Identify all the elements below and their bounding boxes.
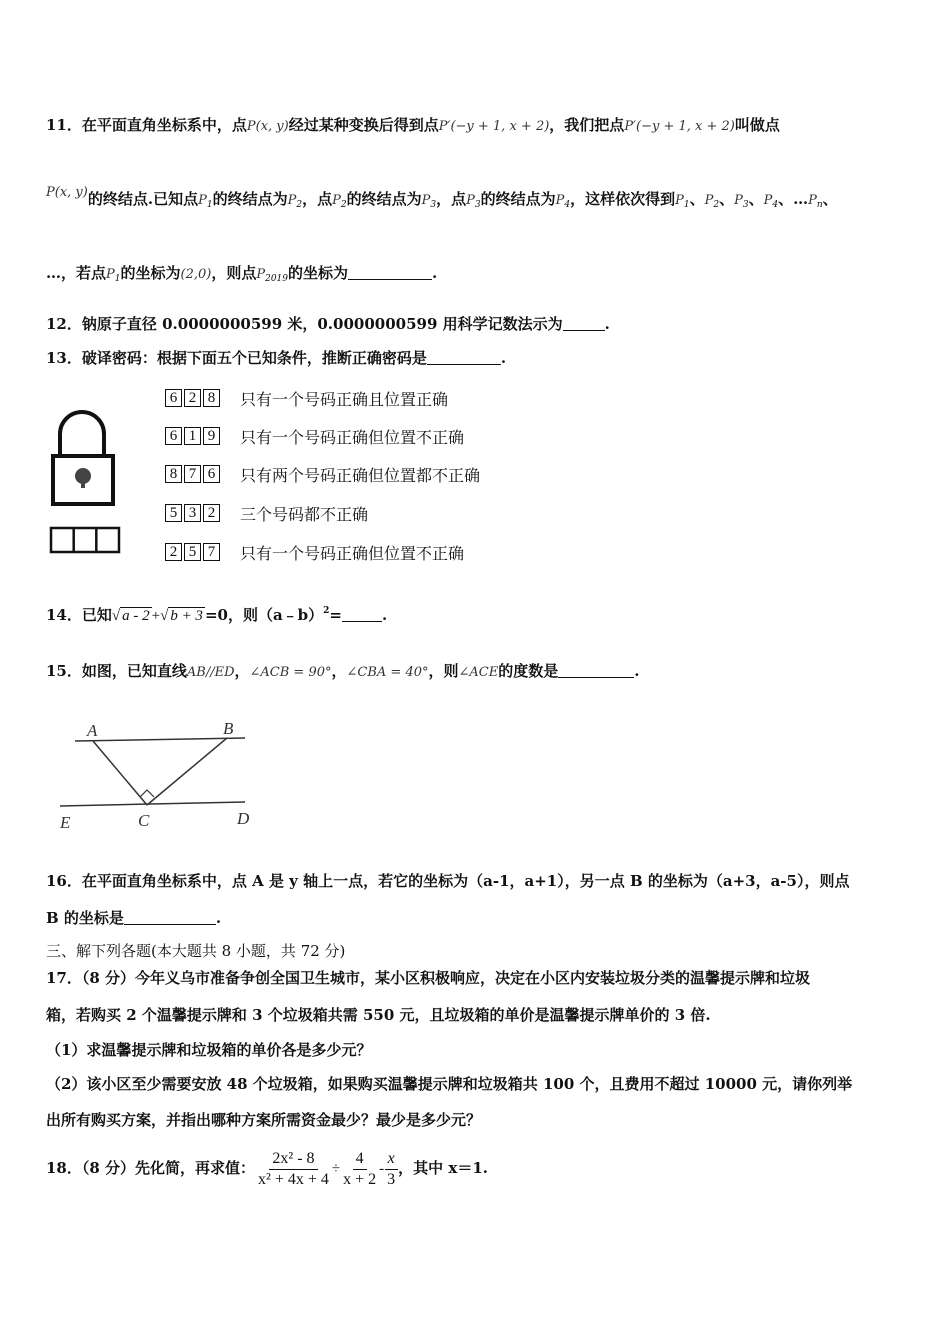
answer-blank[interactable]	[558, 663, 634, 678]
label-c: C	[138, 811, 150, 830]
code-row: 8 7 6 只有两个号码正确但位置都不正确	[165, 463, 480, 485]
fraction: $\frac{x}{3}$	[384, 1149, 398, 1190]
code-row: 6 1 9 只有一个号码正确但位置不正确	[165, 425, 464, 447]
fraction: $\frac{\text{2x² - 8}}{\text{x² + 4x + 4}}$	[258, 1149, 329, 1188]
q17-line1: 17．（8 分）今年义乌市准备争创全国卫生城市，某小区积极响应，决定在小区内安装垃圾分类的温馨提示牌和垃圾	[46, 969, 811, 987]
sqrt-expr: √ b + 3	[160, 608, 203, 624]
fraction: $\frac{4}{x + 2}$	[343, 1149, 377, 1188]
q13: 13．破译密码：根据下面五个已知条件，推断正确密码是 .	[46, 349, 507, 367]
answer-blank[interactable]	[342, 607, 382, 622]
label-b: B	[223, 719, 234, 738]
q17-line2: 箱，若购买 2 个温馨提示牌和 3 个垃圾箱共需 550 元，且垃圾箱的单价是温馨提示牌单价的 3 倍.	[46, 1006, 711, 1024]
q15: 15．如图，已知直线AB//ED，∠ACB = 90°，∠CBA = 40°，则∠ACE的度数是 .	[46, 662, 640, 680]
math-p-prime-2: P′(−y + 1, x + 2)	[624, 119, 735, 134]
q11-line3: …，若点$P_1$的坐标为(2,0)，则点$P_{2019}$的坐标为 .	[46, 264, 438, 284]
math-p-prime: P′(−y + 1, x + 2)	[438, 119, 550, 134]
q18: 18．（8 分）先化简，再求值： $\frac{\text{2x² - 8}}{\text{x² + 4x + 4}}$ ÷ $\frac{4}{x + 2}$ - $\frac{x}{3}$ ，其中 x＝1.	[46, 1149, 488, 1188]
q11-line1: 11．在平面直角坐标系中，点P(x, y)经过某种变换后得到点P′(−y + 1, x + 2)，我们把点P′(−y + 1, x + 2)叫做点	[46, 116, 780, 134]
label-a: A	[87, 721, 98, 740]
q12: 12．钠原子直径 0.0000000599 米，0.0000000599 用科学记数法示为 .	[46, 315, 610, 333]
code-row: 6 2 8 只有一个号码正确且位置正确	[165, 387, 448, 409]
q11-line2: P(x, y)的终结点.已知点$P_1$的终结点为$P_2$，点$P_2$的终结点为$P_3$，点$P_3$的终结点为$P_4$，这样依次得到$P_1$、$P_2$、$P_3$、$P_4$、$\dots P_n$、	[46, 185, 838, 210]
geometry-figure	[55, 716, 265, 834]
code-row: 2 5 7 只有一个号码正确但位置不正确	[165, 541, 464, 563]
q17-part1: （1）求温馨提示牌和垃圾箱的单价各是多少元？	[46, 1041, 372, 1059]
code-row: 5 3 2 三个号码都不正确	[165, 502, 368, 524]
answer-blank[interactable]	[563, 316, 605, 331]
answer-blank[interactable]	[348, 265, 432, 280]
answer-blank[interactable]	[124, 910, 216, 925]
q17-part2-line2: 出所有购买方案，并指出哪种方案所需资金最少？最少是多少元？	[46, 1111, 482, 1129]
label-d: D	[237, 809, 250, 828]
q16-line1: 16．在平面直角坐标系中，点 A 是 y 轴上一点，若它的坐标为（a-1，a+1），另一点 B 的坐标为（a+3，a-5），则点	[46, 872, 850, 890]
q17-part2-line1: （2）该小区至少需要安放 48 个垃圾箱，如果购买温馨提示牌和垃圾箱共 100 个，且费用不超过 10000 元，请你列举	[46, 1075, 853, 1093]
math-p: P(x, y)	[246, 119, 289, 134]
sqrt-expr: √ a - 2	[111, 608, 150, 624]
label-e: E	[60, 813, 71, 832]
answer-blank[interactable]	[427, 350, 501, 365]
padlock-icon	[46, 404, 126, 556]
q16-line2: B 的坐标是 .	[46, 909, 222, 927]
section-title: 三、解下列各题(本大题共 8 小题，共 72 分)	[46, 942, 346, 960]
q14: 14．已知√ a - 2 +√ b + 3 =0，则（a﹣b）$^2$= .	[46, 606, 388, 624]
